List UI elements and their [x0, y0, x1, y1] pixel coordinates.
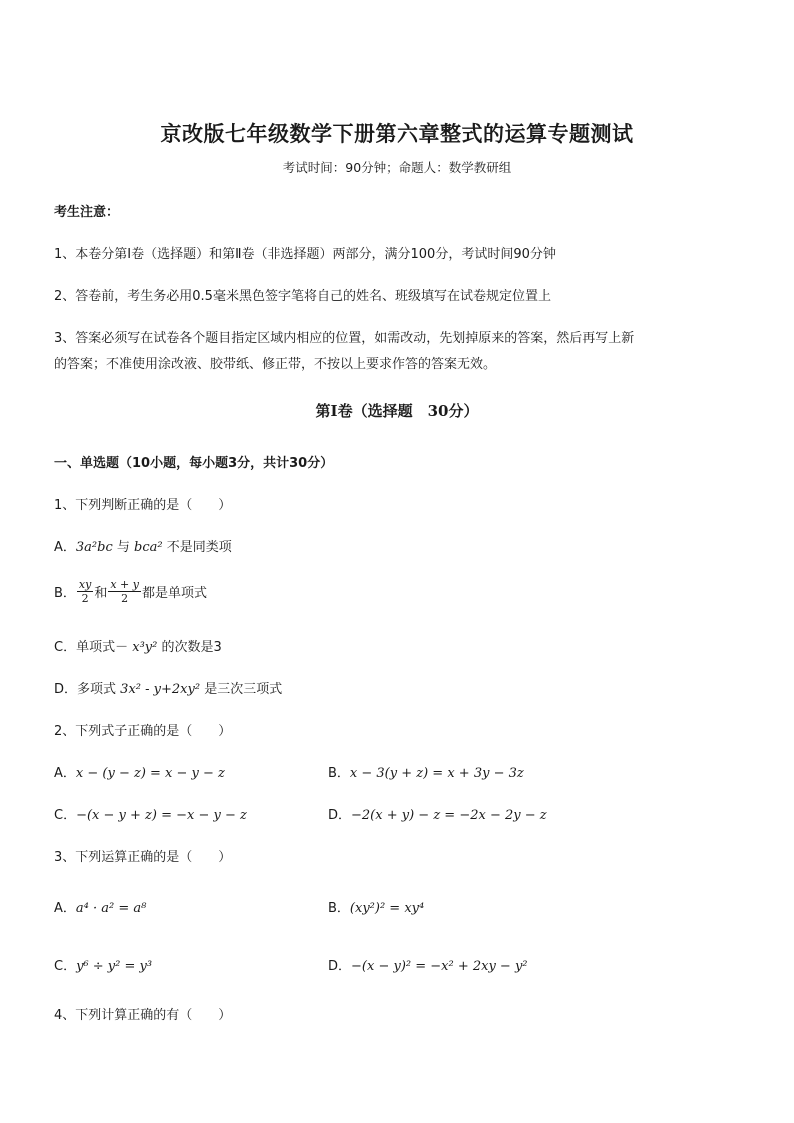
question-1-stem: 1、下列判断正确的是（ ） [54, 498, 232, 513]
math-expr: −(x − y)² = −x² + 2xy − y² [351, 959, 528, 974]
part-heading: 一、单选题（10小题，每小题3分，共计30分） [54, 456, 334, 471]
fraction-numerator: xy [78, 578, 92, 591]
option-text: 都是单项式 [142, 586, 208, 601]
question-2-stem: 2、下列式子正确的是（ ） [54, 724, 232, 739]
math-expr: bca² [134, 540, 163, 555]
math-expr: y⁶ ÷ y² = y³ [76, 959, 153, 974]
option-text: 不是同类项 [166, 540, 232, 555]
question-2-option-b[interactable] [328, 762, 524, 781]
notice-item-2: 2、答卷前，考生务必用0.5毫米黑色签字笔将自己的姓名、班级填写在试卷规定位置上 [54, 289, 551, 304]
notice-item-1: 1、本卷分第Ⅰ卷（选择题）和第Ⅱ卷（非选择题）两部分，满分100分，考试时间90分钟 [54, 247, 556, 262]
fraction-numerator: x + y [110, 578, 139, 591]
option-label: A． [54, 766, 76, 781]
fraction-denominator: 2 [121, 592, 129, 605]
question-3-option-d[interactable] [328, 955, 528, 974]
question-3-option-c[interactable] [54, 955, 152, 974]
question-1-option-c[interactable] [54, 636, 222, 655]
question-3-option-b[interactable] [328, 897, 424, 916]
notice-item-3-cont: 的答案；不准使用涂改液、胶带纸、修正带，不按以上要求作答的答案无效。 [54, 357, 497, 372]
option-label: B． [54, 586, 76, 601]
question-1-option-b[interactable] [54, 578, 207, 605]
math-expr: −(x − y + z) = −x − y − z [76, 808, 247, 823]
exam-title: 京改版七年级数学下册第六章整式的运算专题测试 [160, 121, 634, 146]
option-text: 多项式 [77, 682, 117, 697]
question-2-option-a[interactable] [54, 762, 225, 781]
option-label: D． [328, 959, 352, 974]
option-label: B． [328, 901, 350, 916]
question-3-stem: 3、下列运算正确的是（ ） [54, 850, 232, 865]
question-1-option-d[interactable] [54, 678, 282, 697]
math-expr: x − (y − z) = x − y − z [75, 766, 225, 781]
math-expr: 3x² - y+2xy² [120, 682, 201, 697]
fraction [77, 578, 93, 605]
option-text: 是三次三项式 [204, 682, 283, 697]
math-expr: a⁴ · a² = a⁸ [75, 901, 147, 916]
option-text: 的次数是3 [161, 640, 222, 655]
option-label: A． [54, 901, 76, 916]
question-4-stem: 4、下列计算正确的有（ ） [54, 1008, 232, 1023]
question-3-option-a[interactable] [54, 897, 146, 916]
option-label: A． [54, 540, 76, 555]
option-label: C． [54, 808, 77, 823]
option-text: 和 [94, 586, 108, 601]
fraction-denominator: 2 [81, 592, 89, 605]
notice-heading: 考生注意： [54, 205, 120, 220]
question-2-option-c[interactable] [54, 804, 247, 823]
question-1-option-a[interactable] [54, 536, 232, 555]
math-expr: −2(x + y) − z = −2x − 2y − z [351, 808, 547, 823]
option-text: 与 [116, 540, 130, 555]
fraction [108, 578, 141, 605]
option-label: B． [328, 766, 350, 781]
option-label: C． [54, 640, 77, 655]
math-expr: x³y² [132, 640, 158, 655]
math-expr: (xy²)² = xy⁴ [349, 901, 425, 916]
math-expr: x − 3(y + z) = x + 3y − 3z [349, 766, 524, 781]
math-expr: 3a²bc [75, 540, 113, 555]
option-label: D． [54, 682, 78, 697]
question-2-option-d[interactable] [328, 804, 547, 823]
option-text: 单项式－ [76, 640, 129, 655]
option-label: C． [54, 959, 77, 974]
notice-item-3: 3、答案必须写在试卷各个题目指定区域内相应的位置，如需改动，先划掉原来的答案，然后再写上新 [54, 331, 635, 346]
exam-subtitle: 考试时间：90分钟；命题人：数学教研组 [282, 160, 512, 175]
section-title: 第Ⅰ卷（选择题 30分） [315, 402, 479, 420]
option-label: D． [328, 808, 352, 823]
